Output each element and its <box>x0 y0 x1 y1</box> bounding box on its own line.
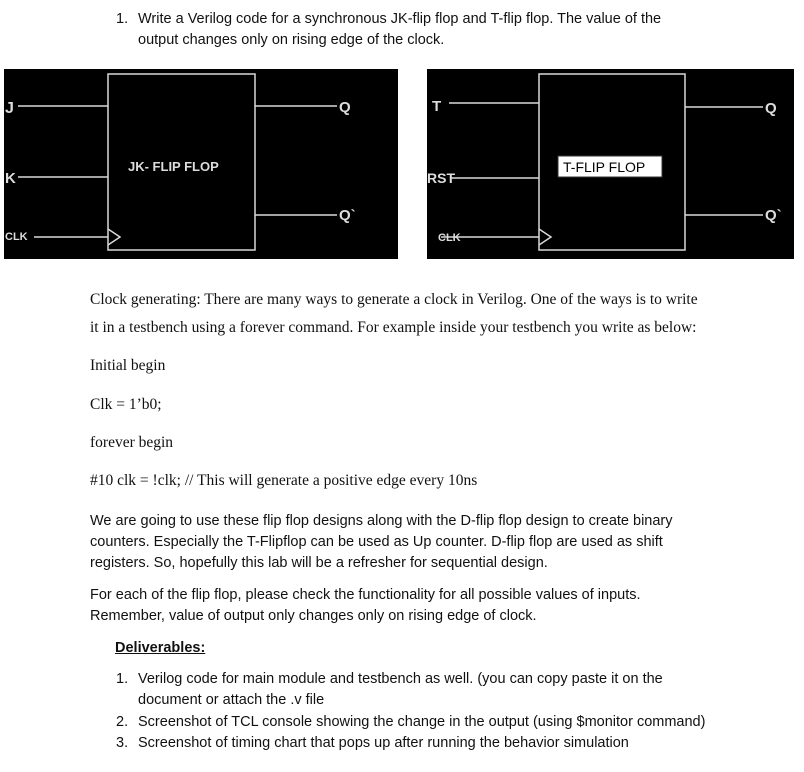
clock-triangle-icon <box>539 229 551 245</box>
deliverable-number: 3. <box>116 735 129 751</box>
input-clk-label: CLK <box>5 231 28 243</box>
input-k-label: K <box>5 170 16 187</box>
output-q-label: Q <box>765 100 777 117</box>
deliverables-heading: Deliverables: <box>115 640 206 656</box>
input-rst-label: RST <box>427 170 455 186</box>
t-block-label: T-FLIP FLOP <box>563 159 646 175</box>
para1-line1: We are going to use these flip flop designs along with the D-flip flop design to create binary <box>90 513 673 529</box>
output-qbar-label: Q` <box>765 207 782 224</box>
clock-text-line1: Clock generating: There are many ways to generate a clock in Verilog. One of the ways is to write <box>90 291 698 308</box>
t-flip-flop-diagram <box>427 69 794 259</box>
para2-line1: For each of the flip flop, please check the functionality for all possible values of inputs. <box>90 587 641 603</box>
clock-triangle-icon <box>108 229 120 245</box>
code-line-4: #10 clk = !clk; // This will generate a positive edge every 10ns <box>90 472 478 489</box>
input-clk-label: CLK <box>438 232 461 244</box>
jk-flip-flop-diagram <box>4 69 398 259</box>
para1-line3: registers. So, hopefully this lab will be a refresher for sequential design. <box>90 555 548 571</box>
deliverable-1-line1: Verilog code for main module and testbench as well. (you can copy paste it on the <box>138 671 663 687</box>
task-number: 1. <box>116 11 129 27</box>
deliverable-number: 2. <box>116 714 129 730</box>
deliverable-3-line1: Screenshot of timing chart that pops up after running the behavior simulation <box>138 735 629 751</box>
input-t-label: T <box>432 98 442 115</box>
input-j-label: J <box>5 100 14 117</box>
deliverable-2-line1: Screenshot of TCL console showing the change in the output (using $monitor command) <box>138 714 706 730</box>
para2-line2: Remember, value of output only changes only on rising edge of clock. <box>90 608 537 624</box>
para1-line2: counters. Especially the T-Flipflop can be used as Up counter. D-flip flop are used as shift <box>90 534 663 550</box>
output-q-label: Q <box>339 99 351 116</box>
task-text-line1: Write a Verilog code for a synchronous JK-flip flop and T-flip flop. The value of the <box>138 11 662 27</box>
code-line-2: Clk = 1’b0; <box>90 396 162 413</box>
clock-text-line2: it in a testbench using a forever command. For example inside your testbench you write as below: <box>90 319 697 336</box>
output-qbar-label: Q` <box>339 207 356 224</box>
jk-block-label: JK- FLIP FLOP <box>128 159 219 174</box>
deliverable-1-line2: document or attach the .v file <box>138 692 325 708</box>
deliverable-number: 1. <box>116 671 129 687</box>
code-line-1: Initial begin <box>90 357 166 374</box>
task-text-line2: output changes only on rising edge of the clock. <box>138 32 445 48</box>
code-line-3: forever begin <box>90 434 174 451</box>
